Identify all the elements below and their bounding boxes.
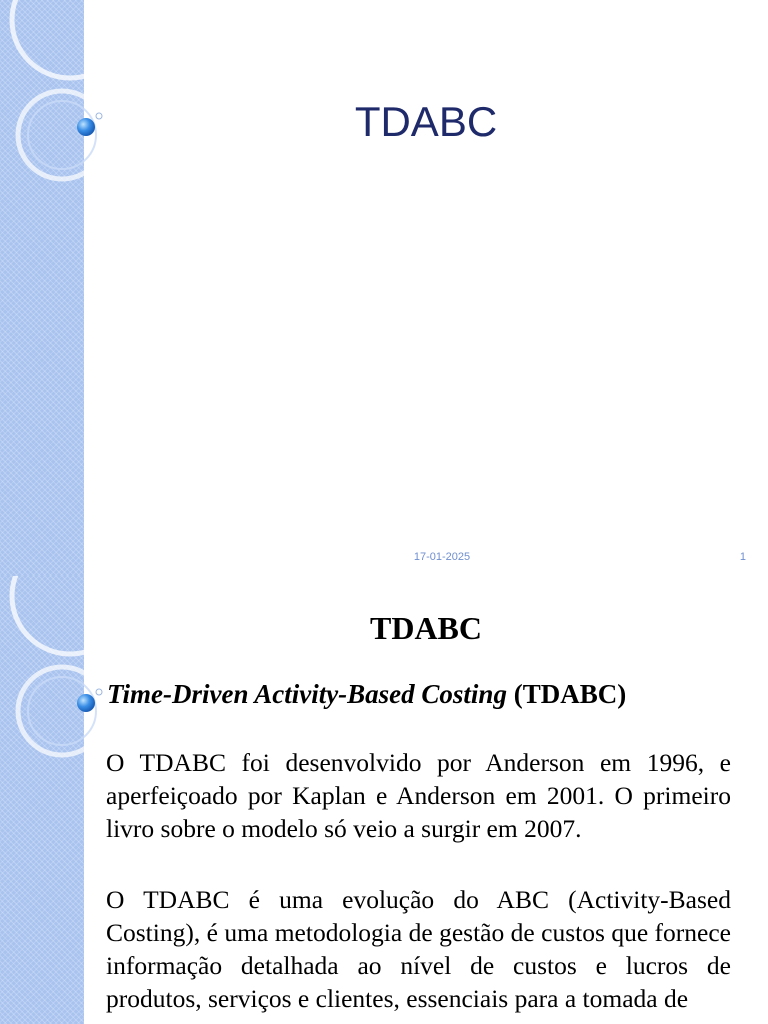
footer-date: 17-01-2025 [413, 551, 471, 563]
slide-title: TDABC [369, 610, 482, 646]
slide-title: TDABC [354, 98, 498, 145]
paragraph-1: O TDABC foi desenvolvido por Anderson em 1996, e aperfeiçoado por Kaplan e Anderson em 2001. O primeiro livro sobre o modelo só veio a surgir em 2007. [106, 748, 731, 843]
slide-subtitle [107, 679, 738, 710]
paragraph-2: O TDABC é uma evolução do ABC (Activity-Based Costing), é uma metodologia de gestão de custos que fornece informação detalhada ao nível de custos e lucros de produtos, serviços e clientes, essenciais para a tomada de [106, 885, 731, 1013]
slide-2 [0, 576, 768, 1024]
bubble-icon [0, 576, 110, 776]
slide-number: 1 [739, 551, 746, 563]
subtitle-rest: (TDABC) [506, 679, 627, 709]
subtitle-italic: Time-Driven Activity-Based Costing [107, 679, 507, 709]
